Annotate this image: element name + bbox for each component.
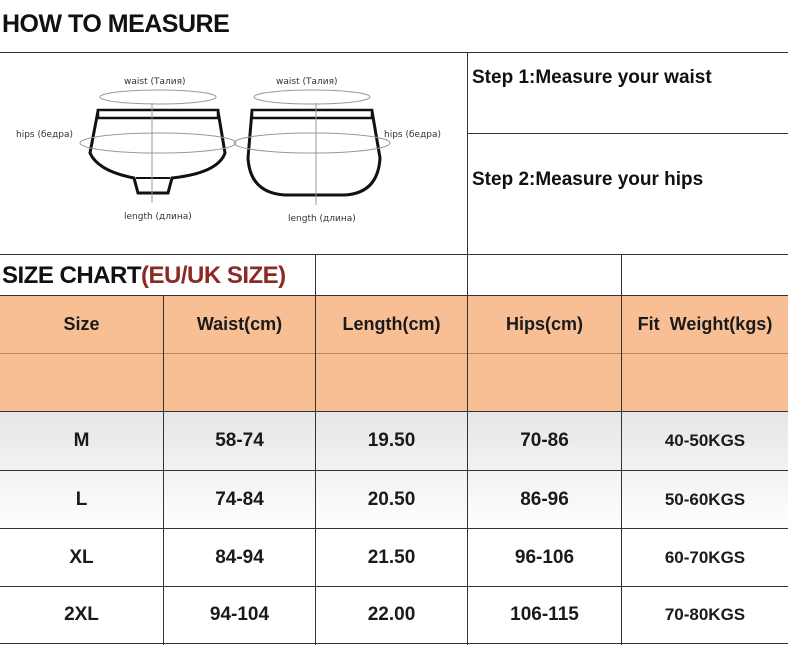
table-cell: XL <box>69 546 94 568</box>
table-cell: 94-104 <box>209 604 270 625</box>
table-cell: 70-80KGS <box>664 605 746 624</box>
col-header-size: Size <box>63 314 100 334</box>
diagram-divider <box>467 52 468 254</box>
page-title: HOW TO MEASURE <box>2 10 230 38</box>
step-divider <box>467 133 788 134</box>
col-header-waist: Waist(cm) <box>196 314 283 334</box>
table-cell: 86-96 <box>520 488 569 510</box>
size-chart-title: SIZE CHART(EU/UK SIZE) <box>2 262 286 289</box>
table-cell: 84-94 <box>215 546 264 568</box>
table-cell: 2XL <box>64 604 99 625</box>
table-cell: 20.50 <box>367 488 416 510</box>
waist-label-back: waist (Талия) <box>276 77 338 87</box>
col-header-hips: Hips(cm) <box>505 314 583 334</box>
hips-label-back: hips (бедра) <box>384 130 442 140</box>
col-header-length: Length(cm) <box>342 314 441 334</box>
table-cell: 21.50 <box>367 546 416 568</box>
table-cell: 50-60KGS <box>664 489 746 509</box>
header-band-secondary <box>0 354 788 411</box>
waist-label-front: waist (Талия) <box>124 77 186 87</box>
table-cell: 40-50KGS <box>664 431 746 450</box>
table-cell: L <box>75 488 88 510</box>
table-cell: 19.50 <box>367 430 416 451</box>
top-section-bottom <box>0 254 788 255</box>
table-cell: 58-74 <box>215 430 264 451</box>
table-cell: 60-70KGS <box>664 547 746 567</box>
length-label-back: length (длина) <box>288 214 356 224</box>
hips-label-front: hips (бедра) <box>16 130 74 140</box>
table-cell: M <box>73 430 90 451</box>
table-cell: 106-115 <box>510 604 579 625</box>
table-cell: 22.00 <box>367 604 416 625</box>
table-cell: 74-84 <box>215 488 264 510</box>
measure-diagram <box>0 53 466 253</box>
step-2: Step 2:Measure your hips <box>472 169 704 190</box>
table-cell: 96-106 <box>514 546 575 568</box>
underwear-front-icon <box>0 53 466 253</box>
length-label-front: length (длина) <box>124 212 192 222</box>
col-header-fit-weight: Fit Weight(kgs) <box>637 314 773 334</box>
table-cell: 70-86 <box>520 430 569 451</box>
step-1: Step 1:Measure your waist <box>472 67 712 88</box>
